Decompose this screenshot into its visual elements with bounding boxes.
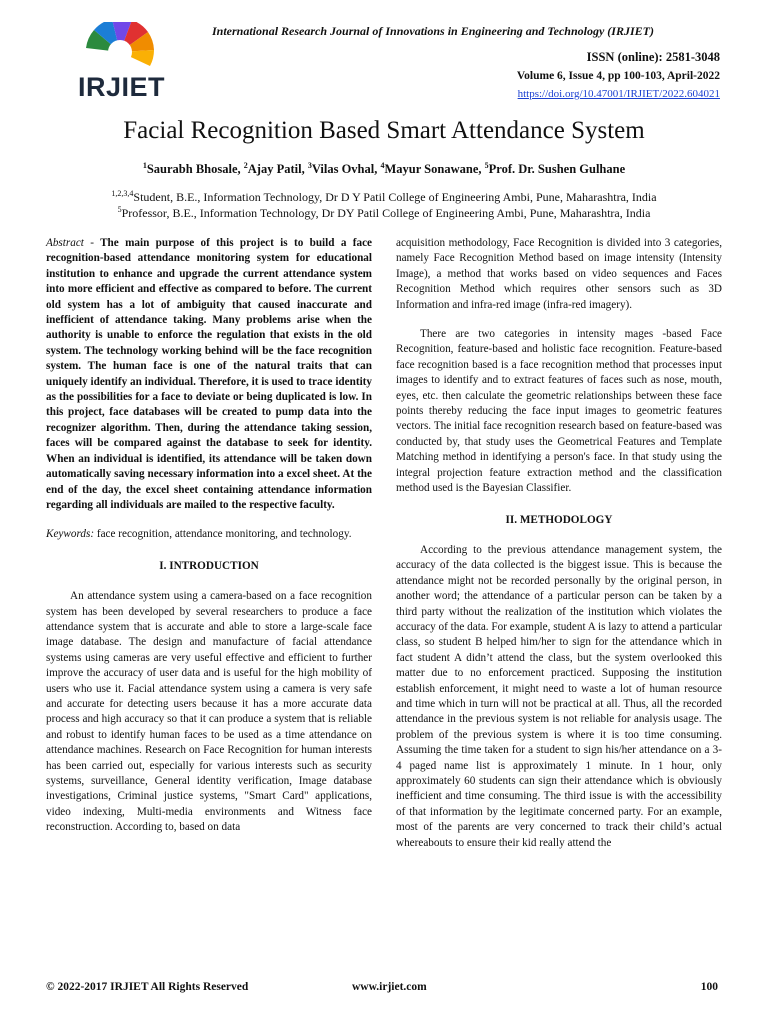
abstract-label: Abstract - [46,237,94,249]
keywords [46,527,372,542]
page-number: 100 [700,981,718,993]
author-name: Ajay Patil, [247,162,308,176]
intro-paragraph: An attendance system using a camera-based on a face recognition system has been developed by several researchers to produce a face attendance system that is accurate and able to store a large-scale face image database. The design and manufacture of facial attendance systems using cameras are very useful effective and efficient to further improve the accuracy of user data and is useful for the high mobility of users who use it. Facial attendance system using a camera is very safe and accurate for detecting users because it has a more accurate data process and high accuracy so that it can produce a system that is reliable and robust to identify human faces to be used as a time attendance on attendance machines. Research on Face Recognition for human interests has been carried out, especially for various interests such as security systems, surveillance, General identity verification, Image database investigations, Criminal justice systems, "Smart Card" applications, video indexing, Multi-media environments and Witness face reconstruction. According to, based on data [46,590,372,834]
body-paragraph: acquisition methodology, Face Recognition is divided into 3 categories, namely Face Recognition Method based on image intensity (Intensity Image), a method that works based on video sequences and Faces Recognition Method which requires other sensors such as 3D Information and infra-red image (infra-red imagery). [396,237,722,311]
methodology-paragraph: According to the previous attendance management system, the accuracy of the data collected is the biggest issue. This is because the attendance might not be recorded personally by the original person, in another word; the attendance of a particular person can be taken by a third party without the realization of the institution which violates the accuracy of the data. For example, student A is lazy to attend a particular class, so student B helped him/her to sign for the attendance which in fact student A didn’t attend the class, but the system overlooked this matter due to no enforcement practiced. Supposing the institution establish enforcement, it might need to waste a lot of human resource and time which in turn will not be practical at all. Thus, all the recorded attendance in the previous system is not reliable for analysis usage. The problem of the previous system is where it is too time consuming. Assuming the time taken for a student to sign his/her attendance on a 3-4 paged name list is approximately 1 minute. In 1 hour, only approximately 60 students can sign their attendance which is obviously inefficient and time consuming. The third issue is with the accessibility of that information by the legitimate concerned party. For an example, most of the parents are very concerned to track their child’s actual whereabouts to ensure their kid really attend the [396,543,722,849]
section-heading-methodology: II. METHODOLOGY [505,513,613,526]
volume-info: Volume 6, Issue 4, pp 100-103, April-2022 [516,70,720,82]
affiliation-sup: 5 [117,205,122,214]
paper-title: Facial Recognition Based Smart Attendance System [123,117,645,144]
affiliation-text: Student, B.E., Information Technology, Dr D Y Patil College of Engineering Ambi, Pune, Maharashtra, India [133,190,657,204]
footer-website[interactable]: www.irjiet.com [352,981,427,993]
author-list [0,162,768,177]
affiliation [0,206,768,221]
journal-name: International Research Journal of Innovations in Engineering and Technology (IRJIET) [212,24,654,38]
doi-link[interactable]: https://doi.org/10.47001/IRJIET/2022.604021 [517,88,720,100]
section-heading-introduction: I. INTRODUCTION [159,559,259,572]
affiliation [0,190,768,205]
footer-copyright: © 2022-2017 IRJIET All Rights Reserved [46,981,249,993]
author-sup: 4 [380,161,385,170]
right-column [396,236,722,851]
keywords-text: face recognition, attendance monitoring, and technology. [94,528,352,541]
author-name: Vilas Ovhal, [311,162,381,176]
issn: ISSN (online): 2581-3048 [586,50,720,64]
keywords-label: Keywords: [46,528,95,541]
author-sup: 5 [484,161,489,170]
author-sup: 3 [307,161,312,170]
abstract-text: The main purpose of this project is to build a face recognition-based attendance monitoring system for educational institution to enhance and upgrade the current attendance system into more efficient and effective as compared to before. The current old system has a lot of ambiguity that caused inaccurate and inefficient of attendance taking. Many problems arise when the authority is unable to enforce the regulation that exists in the old system. The technology working behind will be the face recognition system. The human face is one of the natural traits that can uniquely identify an individual. Therefore, it is used to trace identity as the possibilities for a face to deviate or being duplicated is low. In this project, face databases will be created to pump data into the recognizer algorithm. Then, during the attendance taking session, faces will be compared against the database to seek for identity. When an individual is identified, its attendance will be taken down automatically saving necessary information into a excel sheet. At the end of the day, the excel sheet containing attendance information regarding all individuals are mailed to the respective faculty. [46,237,372,511]
author-name: Prof. Dr. Sushen Gulhane [488,162,626,176]
affiliation-sup: 1,2,3,4 [111,189,134,198]
logo-text: IRJIET [78,72,166,102]
author-sup: 2 [243,161,248,170]
body-paragraph: There are two categories in intensity mages -based Face Recognition, feature-based and holistic face recognition. Feature-based face recognition based is a face recognition method that processes input images to identify and to extract features of faces such as nose, mouth, eyes, etc. then calculate the geometric relationships between these face points thereby reducing the face input images to geometric features vectors. The initial face recognition research based on feature-based was conducted by, that study uses the Geometrical Features and Template Matching method in identifying a person's face. In that study using the integral projection feature extraction method and the classification method used is the Bayesian Classifier. [396,328,722,495]
left-column [46,236,372,836]
affiliation-text: Professor, B.E., Information Technology, Dr DY Patil College of Engineering Ambi, Pune, Maharashtra, India [121,206,651,220]
abstract [46,236,372,513]
author-name: Saurabh Bhosale, [146,162,244,176]
author-sup: 1 [142,161,147,170]
author-name: Mayur Sonawane, [384,162,485,176]
